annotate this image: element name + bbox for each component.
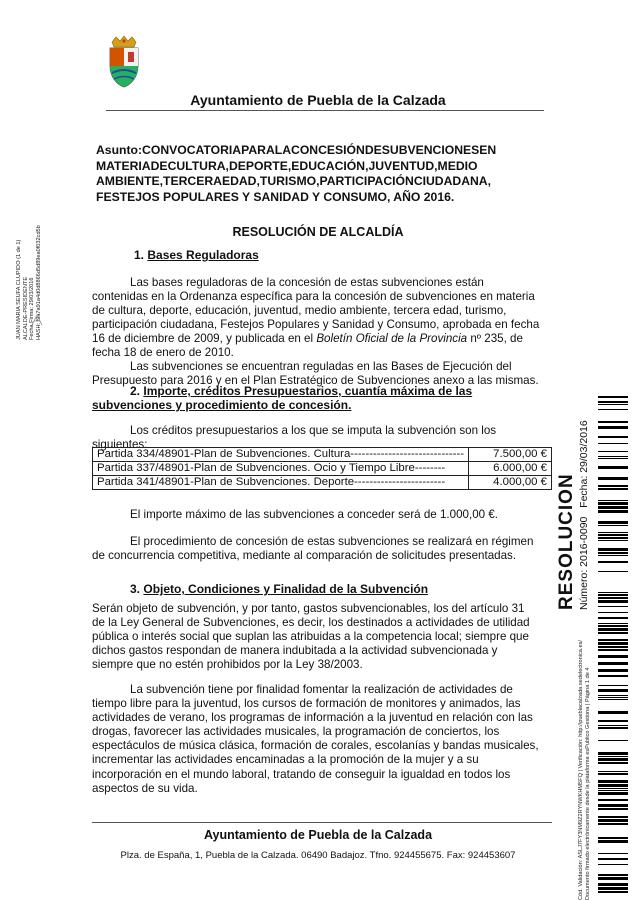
procedure-paragraph [92, 535, 552, 563]
budget-item-label: Partida 337/48901-Plan de Subvenciones. Ocio y Tiempo Libre-------- [93, 462, 469, 476]
paragraph-line: actividades de verano, los programas de información a la juventud en relación con las [92, 711, 533, 725]
signature-line: JUAN MARIA SEUFA CLUPIDO (1 de 1) [16, 239, 22, 340]
resolution-date: Fecha: 29/03/2016 [578, 420, 590, 508]
signature-line: ALCALDE-PRESIDENTE [22, 276, 29, 340]
paragraph-line [92, 332, 552, 346]
paragraph-line: espectáculos de música clásica, formación de corales, escolanías y bandas musicales, [92, 739, 539, 753]
footer-address: Plza. de España, 1, Puebla de la Calzada. 06490 Badajoz. Tfno. 924455675. Fax: 924453607 [120, 850, 516, 861]
paragraph-line: siguientes: [92, 438, 148, 452]
header-divider [106, 110, 544, 111]
paragraph-line: Serán objeto de subvención, y por tanto, gastos subvencionables, los del artículo 31 [92, 602, 525, 615]
budget-item-amount: 4.000,00 € [469, 476, 552, 490]
paragraph-line: incrementar las actividades encaminadas a la promoción de la mujer y a su [92, 753, 479, 767]
text-run: 16 de diciembre de 2009, y publicada en el [92, 332, 314, 346]
section-1-paragraph [92, 276, 552, 361]
table-row [93, 476, 552, 490]
validation-line: Cód. Validación: ASLJ7FY3NM9Z2RYNWKHM5FQ | Verificación: http://pueblacalzada.sedelectronica.es/ [578, 640, 584, 900]
paragraph-line: Las subvenciones se encuentran reguladas en las Bases de Ejecución del [130, 360, 512, 373]
paragraph-line: participación ciudadana, Festejos Populares y Sanidad y Consumo, aprobada en fecha [92, 318, 540, 332]
barcode [598, 396, 628, 896]
coat-of-arms-logo [106, 36, 142, 88]
section-3-paragraph [92, 602, 552, 672]
resolution-number: Número: 2016-0090 [578, 516, 590, 610]
signature-line: Fecha Firma: 29/03/2016 [29, 277, 35, 340]
section-title: Importe, créditos Presupuestarios, cuantía máxima de las [143, 384, 473, 398]
paragraph-line: siempre que no estén prohibidos por la Ley 38/2003. [92, 658, 363, 672]
paragraph-line: aspectos de su vida. [92, 781, 198, 795]
paragraph-line: El procedimiento de concesión de estas subvenciones se realizará en régimen [130, 535, 534, 548]
paragraph-line: de la Ley General de Subvenciones, es decir, los destinados a actividades de utilidad [92, 616, 530, 630]
section-title: Objeto, Condiciones y Finalidad de la Subvención [143, 582, 429, 596]
paragraph-line: dichos gastos respondan de manera indubitada a la actividad subvencionada y [92, 644, 498, 658]
budget-item-label: Partida 341/48901-Plan de Subvenciones. Deporte------------------------ [93, 476, 469, 490]
budget-item-amount: 6.000,00 € [469, 462, 552, 476]
paragraph-line: Los créditos presupuestarios a los que se imputa la subvención son los [130, 424, 497, 437]
paragraph-line: La subvención tiene por finalidad fomentar la realización de actividades de [130, 683, 513, 696]
section-3-heading [130, 582, 428, 596]
paragraph-line: de concurrencia competitiva, mediante al comparación de solicitudes presentadas. [92, 549, 517, 563]
footer-org-title: Ayuntamiento de Puebla de la Calzada [203, 828, 433, 842]
paragraph-line: contenidas en la Ordenanza específica para la concesión de subvenciones en materia [92, 290, 535, 304]
paragraph-line: fecha 18 de enero de 2010. [92, 346, 234, 360]
subject-line: MATERIADECULTURA,DEPORTE,EDUCACIÓN,JUVENTUD,MEDIO [96, 158, 478, 173]
budget-item-amount: 7.500,00 € [469, 448, 552, 462]
subject-line: AMBIENTE,TERCERAEDAD,TURISMO,PARTICIPACIÓNCIUDADANA, [96, 174, 491, 189]
section-number: 2. [130, 384, 141, 398]
table-row [93, 448, 552, 462]
signature-line: HASH: f9a7a91a4d0d8866d5d89ea0f032cd5b [35, 225, 42, 340]
subject-line: Asunto:CONVOCATORIAPARALACONCESIÓNDESUBVENCIONESEN [96, 143, 497, 157]
paragraph-line: drogas, favorecer las actividades musicales, la programación de conciertos, los [92, 725, 500, 739]
paragraph-line: incorporación en el mundo laboral, tratando de conseguir la igualdad en todos los [92, 767, 511, 781]
max-amount-text: El importe máximo de las subvenciones a conceder será de 1.000,00 €. [130, 508, 498, 521]
section-3-paragraph-2 [92, 683, 552, 796]
section-number: 3. [130, 582, 141, 596]
section-2-heading [92, 384, 552, 412]
section-title: Bases Reguladoras [147, 248, 259, 262]
paragraph-line: pública o interés social que suplan las atribuidas a la competencia local; siempre que [92, 630, 529, 644]
publication-name: Boletín Oficial de la Provincia [316, 332, 468, 346]
budget-table [92, 447, 552, 490]
text-run: nº 235, de [470, 332, 523, 346]
paragraph-line: tiempo libre para la juventud, los cursos de formación de monitores y animados, las [92, 697, 521, 711]
subject-line: FESTEJOS POPULARES Y SANIDAD Y CONSUMO, AÑO 2016. [96, 189, 455, 204]
section-1-heading [134, 248, 259, 262]
resolution-title: RESOLUCIÓN DE ALCALDÍA [232, 225, 404, 239]
footer-divider [92, 822, 552, 823]
subject-block [96, 143, 552, 205]
validation-line: Documento firmado electrónicamente desde la plataforma esPublico Gestiona | Página 1 de 4 [584, 667, 591, 900]
header-org-title: Ayuntamiento de Puebla de la Calzada [190, 92, 446, 108]
table-row [93, 462, 552, 476]
budget-item-label: Partida 334/48901-Plan de Subvenciones. Cultura------------------------------ [93, 448, 469, 462]
validation-block [578, 530, 598, 900]
paragraph-line: Las bases reguladoras de la concesión de estas subvenciones están [130, 276, 484, 289]
paragraph-line: Presupuesto para 2016 y en el Plan Estratégico de Subvenciones anexo a las mismas. [92, 374, 539, 388]
signature-mark-icon [30, 312, 44, 328]
section-number: 1. [134, 248, 145, 262]
paragraph-line: de cultura, deporte, educación, juventud, medio ambiente, tercera edad, turismo, [92, 304, 507, 318]
section-title-cont: subvenciones y procedimiento de concesión. [92, 398, 352, 412]
resolution-stamp-word: RESOLUCION [556, 473, 577, 610]
